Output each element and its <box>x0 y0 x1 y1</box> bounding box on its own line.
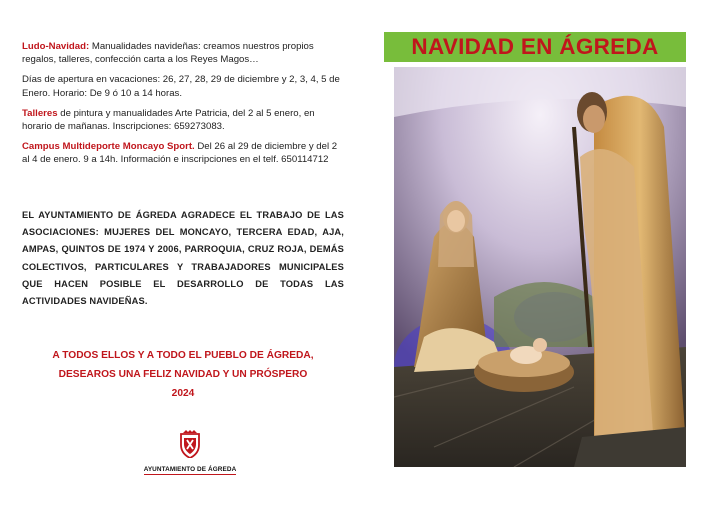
campus-paragraph <box>22 140 344 166</box>
talleres-text: de pintura y manualidades Arte Patricia, del 2 al 5 enero, en horario de mañanas. Inscripciones: 659273083. <box>22 107 315 133</box>
campus-text: Del 26 al 29 de diciembre y del 2 al 4 de enero. 9 a 14h. Información e inscripciones en el telf. 650114712 <box>22 141 338 166</box>
greeting-line-2: DESEAROS UNA FELIZ NAVIDAD Y UN PRÓSPERO <box>58 369 308 380</box>
greeting-line-1: A TODOS ELLOS Y A TODO EL PUEBLO DE ÁGREDA, <box>52 350 314 361</box>
greeting-block <box>22 346 344 403</box>
greeting-line-3: 2024 <box>171 388 195 399</box>
program-section <box>22 40 344 174</box>
talleres-label: Talleres <box>22 107 58 119</box>
town-hall-name: AYUNTAMIENTO DE ÁGREDA <box>143 466 237 473</box>
talleres-paragraph <box>22 107 344 133</box>
opening-days-paragraph: Días de apertura en vacaciones: 26, 27, 28, 29 de diciembre y 2, 3, 4, 5 de Enero. Horario: De 9 ó 10 a 14 horas. <box>22 74 340 99</box>
town-hall-logo <box>140 430 240 476</box>
ludo-navidad-paragraph <box>22 40 344 66</box>
nativity-photo <box>394 67 686 467</box>
campus-label: Campus Multideporte Moncayo Sport. <box>22 141 195 153</box>
ludo-navidad-text: Manualidades navideñas: creamos nuestros propios regalos, talleres, confección carta a los Reyes Magos… <box>22 41 314 66</box>
ludo-navidad-label: Ludo-Navidad: <box>22 41 90 52</box>
coat-of-arms-icon <box>178 430 202 458</box>
thanks-paragraph: EL AYUNTAMIENTO DE ÁGREDA AGRADECE EL TRABAJO DE LAS ASOCIACIONES: MUJERES DEL MONCAYO, TERCERA EDAD, AJA, AMPAS, QUINTOS DE 1974 Y 2006, PARROQUIA, CRUZ ROJA, DEMÁS COLECTIVOS, PARTICULARES Y TRABAJADORES MUNICIPALES QUE HACEN POSIBLE EL DESARROLLO DE TODAS LAS ACTIVIDADES NAVIDEÑAS. <box>22 210 344 307</box>
page-title: NAVIDAD EN ÁGREDA <box>411 34 659 59</box>
title-banner <box>384 32 686 62</box>
